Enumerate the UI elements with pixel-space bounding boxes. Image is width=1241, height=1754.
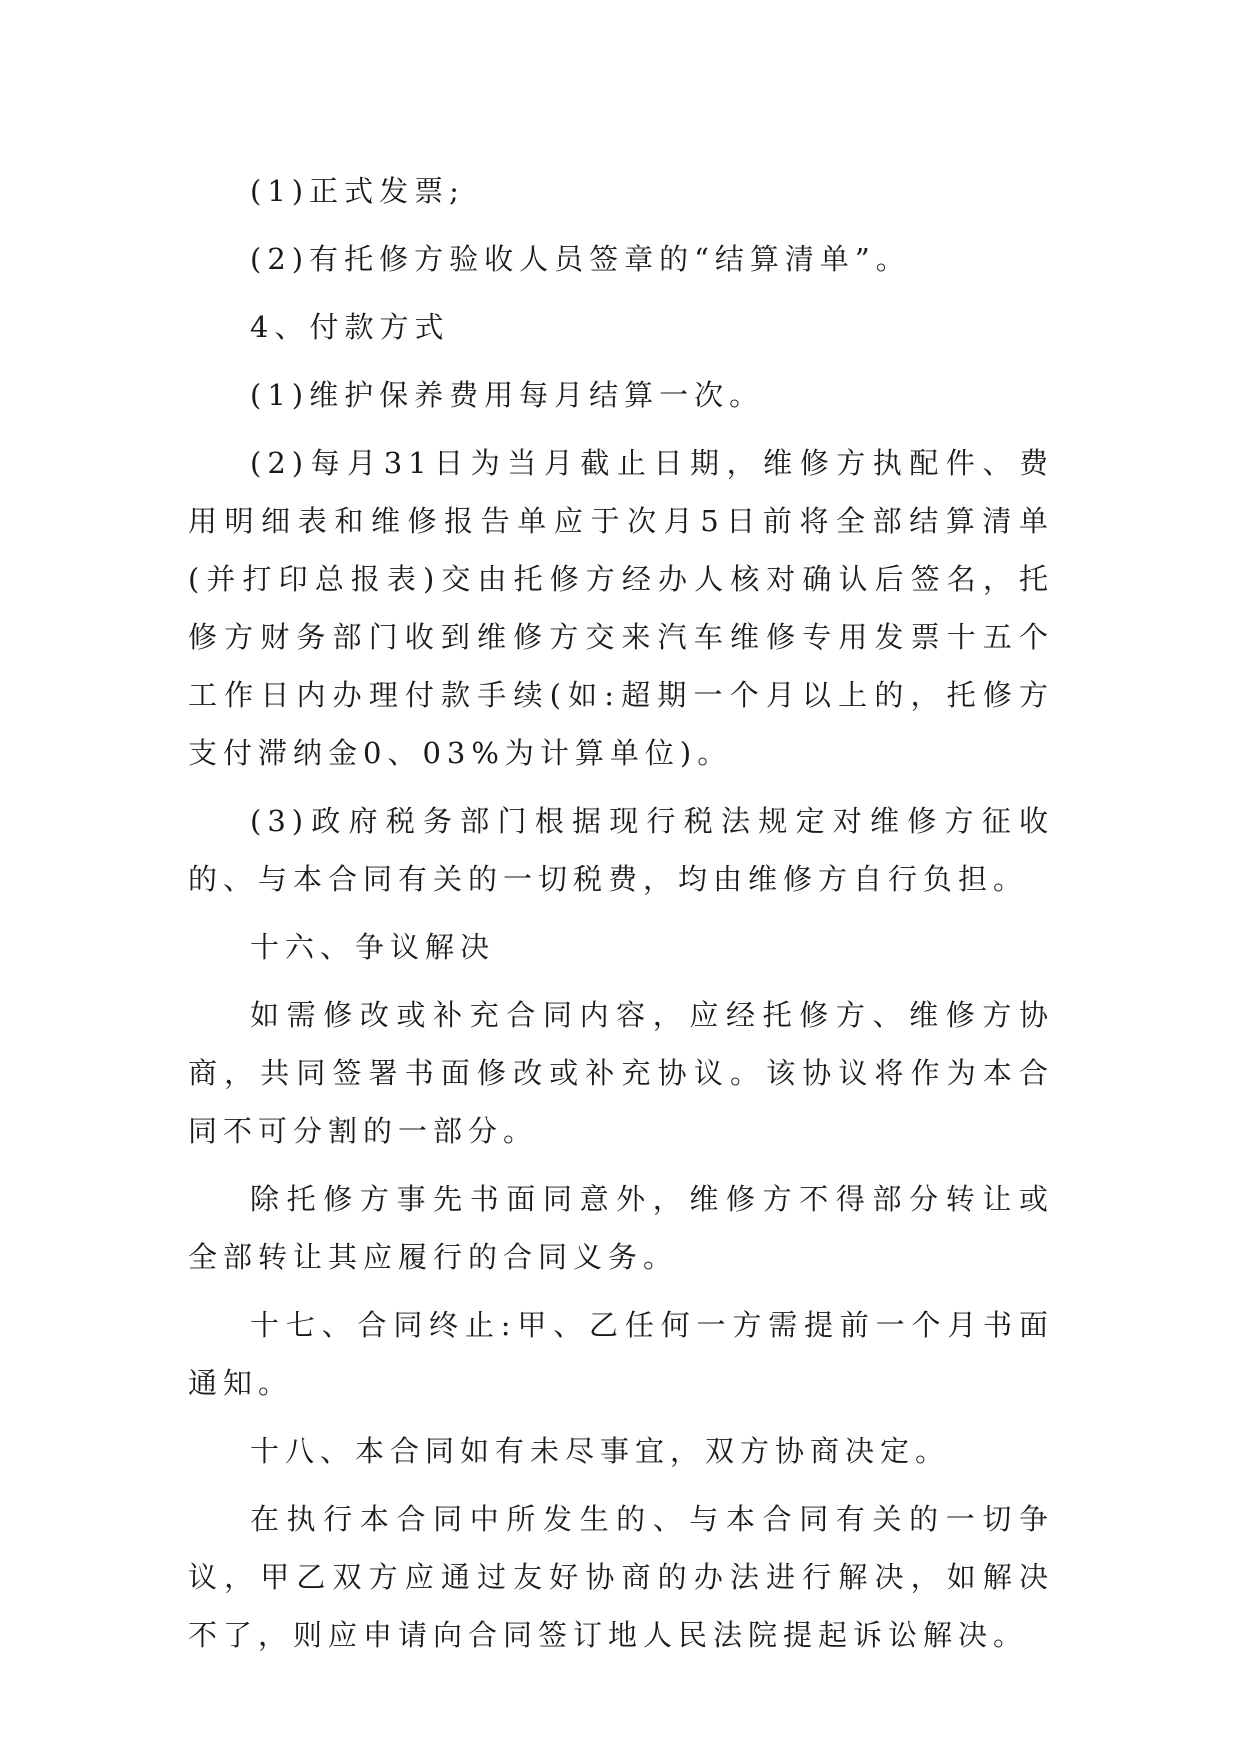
- paragraph-cutoff-date: (2)每月31日为当月截止日期，维修方执配件、费用明细表和维修报告单应于次月5日前将全部结算清单(并打印总报表)交由托修方经办人核对确认后签名，托修方财务部门收到维修方交来汽车维修专用发票十五个工作日内办理付款手续(如:超期一个月以上的，托修方支付滞纳金0、03%为计算单位)。: [188, 446, 1054, 770]
- paragraph-monthly-settlement: (1)维护保养费用每月结算一次。: [250, 378, 765, 412]
- paragraph-invoice: (1)正式发票;: [250, 174, 465, 208]
- paragraph-amendment: 如需修改或补充合同内容，应经托修方、维修方协商，共同签署书面修改或补充协议。该协议将作为本合同不可分割的一部分。: [188, 998, 1054, 1148]
- paragraph-transfer: 除托修方事先书面同意外，维修方不得部分转让或全部转让其应履行的合同义务。: [188, 1182, 1054, 1274]
- paragraph-taxes: (3)政府税务部门根据现行税法规定对维修方征收的、与本合同有关的一切税费，均由维修方自行负担。: [188, 804, 1054, 896]
- section-heading-unresolved-matters: 十八、本合同如有未尽事宜，双方协商决定。: [250, 1434, 951, 1468]
- section-heading-termination: 十七、合同终止:甲、乙任何一方需提前一个月书面通知。: [188, 1308, 1054, 1400]
- document-page: [188, 162, 1054, 1674]
- paragraph-settlement-list: (2)有托修方验收人员签章的“结算清单”。: [250, 242, 911, 276]
- paragraph-dispute-litigation: 在执行本合同中所发生的、与本合同有关的一切争议，甲乙双方应通过友好协商的办法进行解决，如解决不了，则应申请向合同签订地人民法院提起诉讼解决。: [188, 1502, 1054, 1652]
- section-heading-payment-method: 4、付款方式: [250, 310, 450, 344]
- section-heading-dispute-resolution: 十六、争议解决: [250, 930, 496, 964]
